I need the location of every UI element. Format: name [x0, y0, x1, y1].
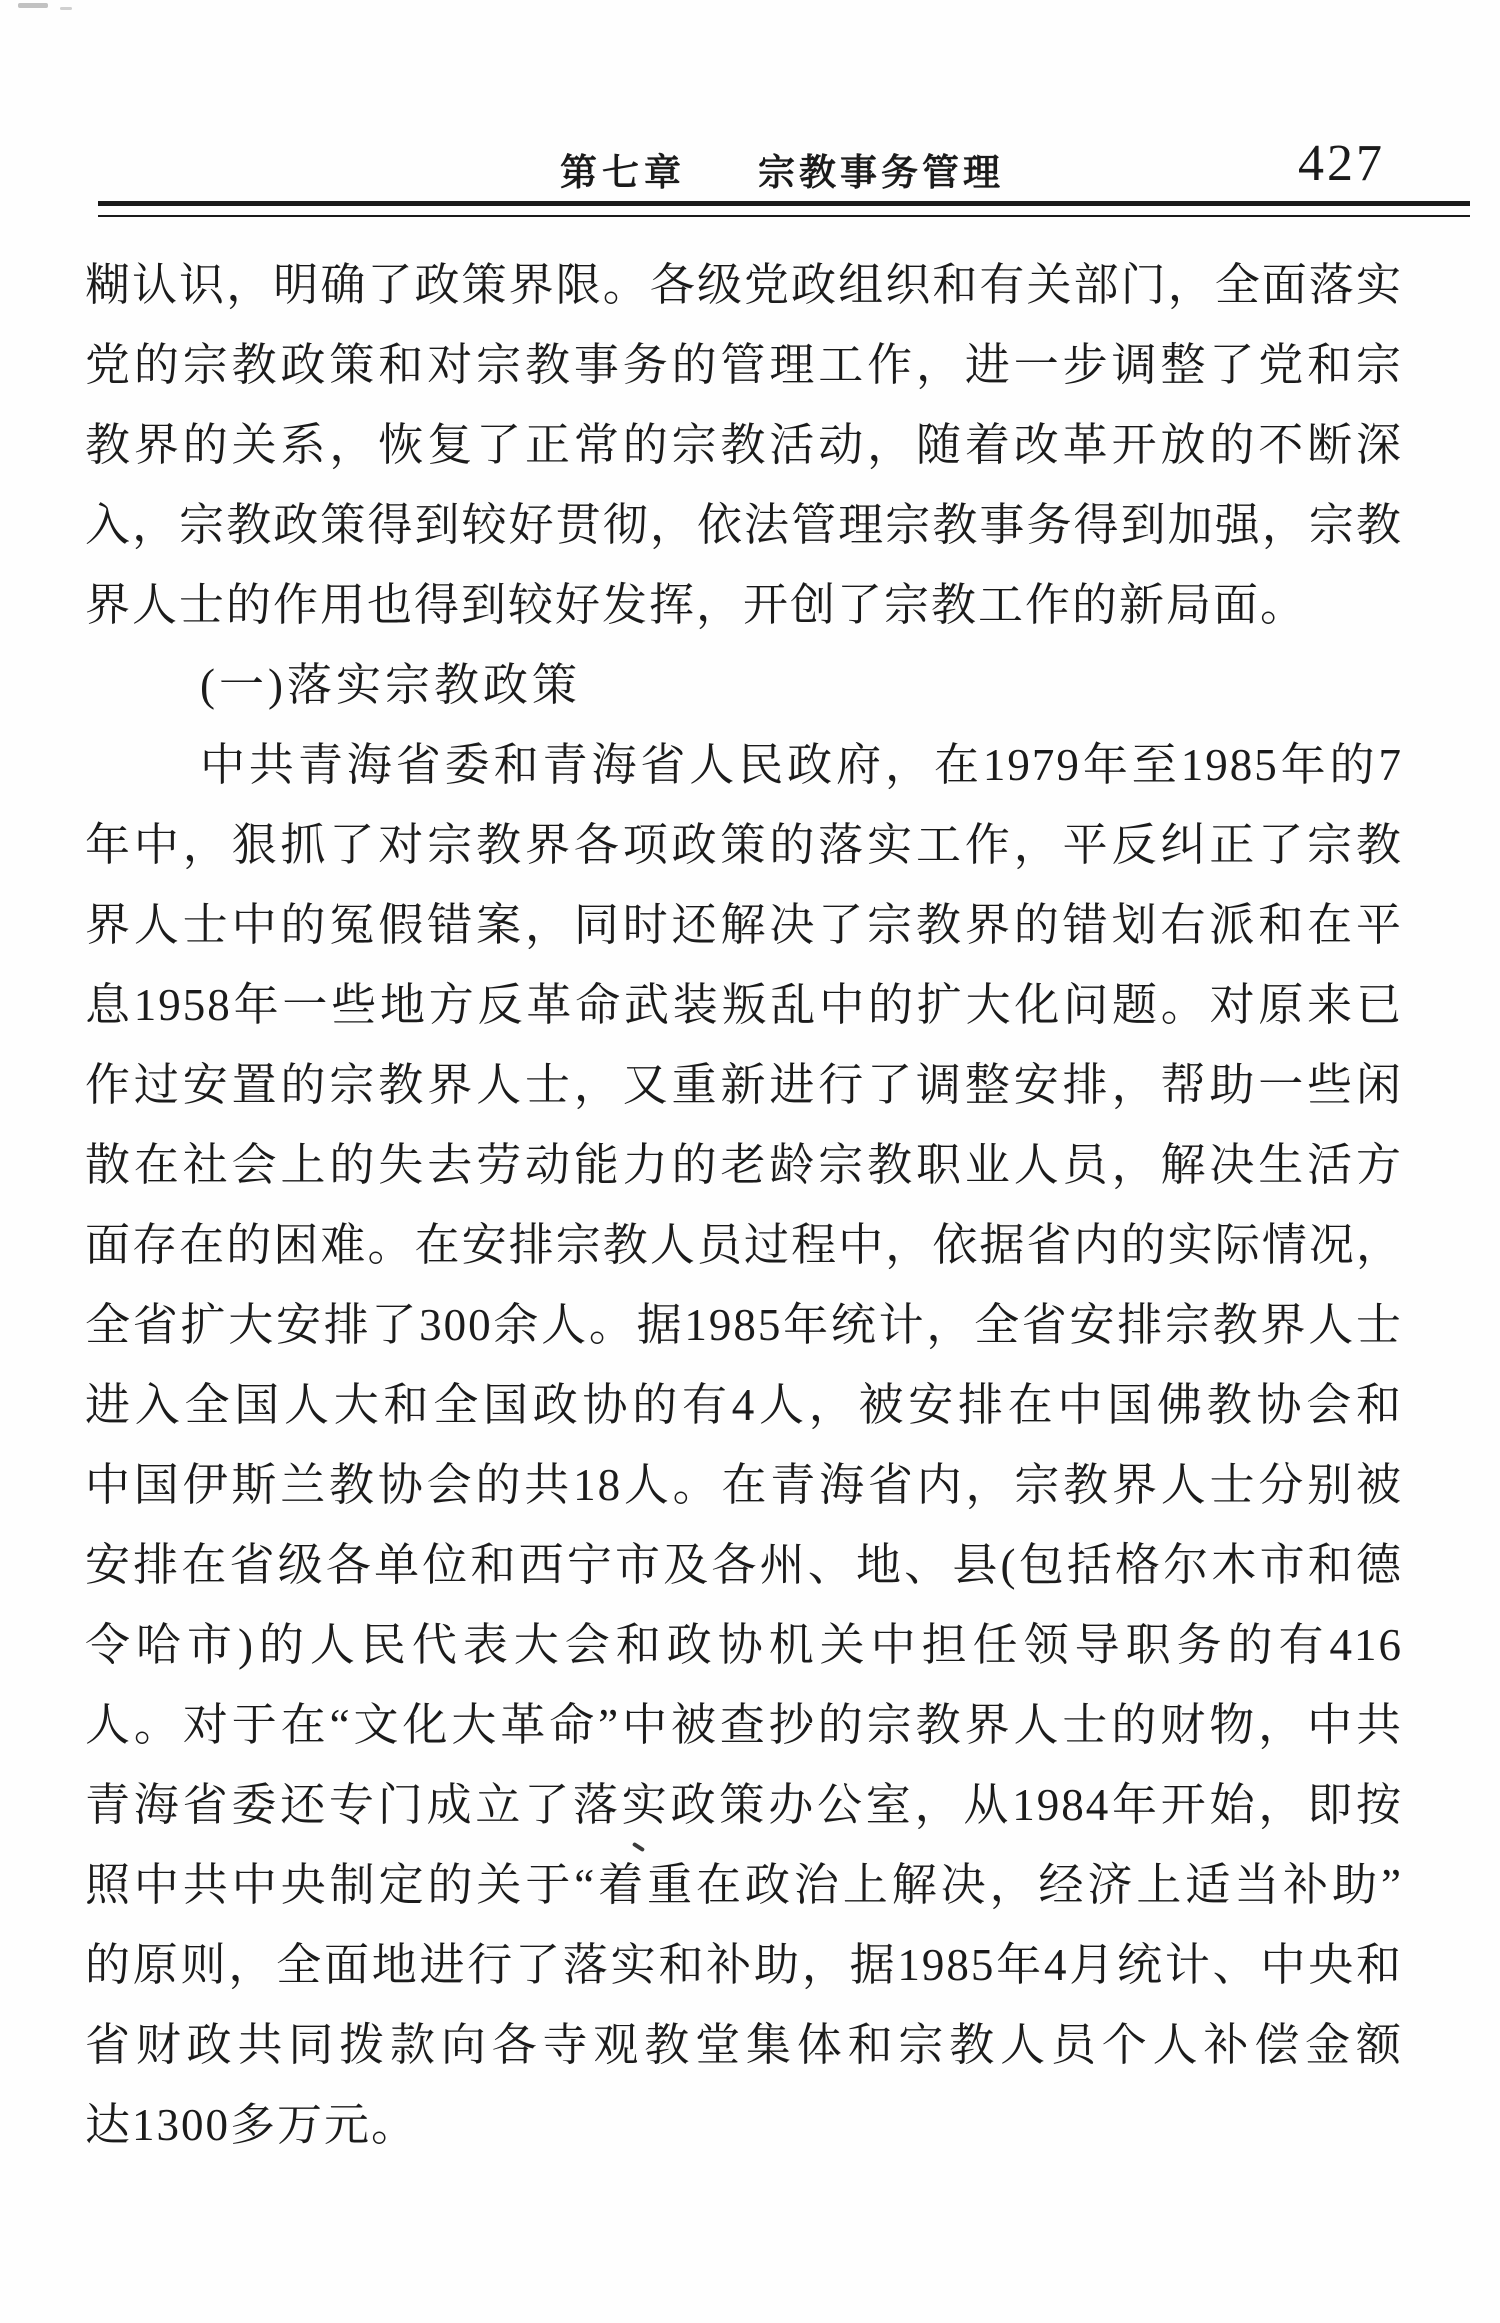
- text-line: 人。对于在“文化大革命”中被查抄的宗教界人士的财物，中共: [85, 1700, 1403, 1750]
- text-line: 达1300多万元。: [85, 2100, 419, 2150]
- text-line: 面存在的困难。在安排宗教人员过程中，依据省内的实际情况，: [85, 1220, 1403, 1270]
- text-line: 安排在省级各单位和西宁市及各州、地、县(包括格尔木市和德: [85, 1540, 1403, 1590]
- text-line: 的原则，全面地进行了落实和补助，据1985年4月统计、中央和: [85, 1940, 1403, 1990]
- running-head: [0, 135, 1500, 194]
- header-rule: [98, 201, 1470, 217]
- text-line: 全省扩大安排了300余人。据1985年统计，全省安排宗教界人士: [85, 1300, 1403, 1350]
- text-line: 中国伊斯兰教协会的共18人。在青海省内，宗教界人士分别被: [85, 1460, 1403, 1510]
- text-line: 进入全国人大和全国政协的有4人，被安排在中国佛教协会和: [85, 1380, 1403, 1430]
- text-line: 党的宗教政策和对宗教事务的管理工作，进一步调整了党和宗: [85, 340, 1403, 390]
- page-number: 427: [1298, 135, 1385, 192]
- text-line: 界人士中的冤假错案，同时还解决了宗教界的错划右派和在平: [85, 900, 1403, 950]
- text-line: 青海省委还专门成立了落实政策办公室，从1984年开始，即按: [85, 1780, 1403, 1830]
- text-line: 糊认识，明确了政策界限。各级党政组织和有关部门，全面落实: [85, 260, 1403, 310]
- running-head-chapter: 第七章: [560, 153, 686, 194]
- text-line: 散在社会上的失去劳动能力的老龄宗教职业人员，解决生活方: [85, 1140, 1403, 1190]
- section-heading: (一)落实宗教政策: [200, 660, 581, 710]
- running-head-title: 宗教事务管理: [758, 153, 1004, 194]
- text-line: 中共青海省委和青海省人民政府，在1979年至1985年的7: [200, 740, 1403, 790]
- text-line: 省财政共同拨款向各寺观教堂集体和宗教人员个人补偿金额: [85, 2020, 1403, 2070]
- text-line: 令哈市)的人民代表大会和政协机关中担任领导职务的有416: [85, 1620, 1403, 1670]
- scan-noise: [18, 3, 48, 8]
- scan-noise: [60, 7, 72, 10]
- text-line: 作过安置的宗教界人士，又重新进行了调整安排，帮助一些闲: [85, 1060, 1403, 1110]
- text-line: 息1958年一些地方反革命武装叛乱中的扩大化问题。对原来已: [85, 980, 1403, 1030]
- text-line: 教界的关系，恢复了正常的宗教活动，随着改革开放的不断深: [85, 420, 1403, 470]
- text-line: 照中共中央制定的关于“着重在政治上解决，经济上适当补助”: [85, 1860, 1403, 1910]
- text-line: 年中，狠抓了对宗教界各项政策的落实工作，平反纠正了宗教: [85, 820, 1403, 870]
- body-text: [85, 245, 1403, 2165]
- text-line: 界人士的作用也得到较好发挥，开创了宗教工作的新局面。: [85, 580, 1308, 630]
- text-line: 入，宗教政策得到较好贯彻，依法管理宗教事务得到加强，宗教: [85, 500, 1403, 550]
